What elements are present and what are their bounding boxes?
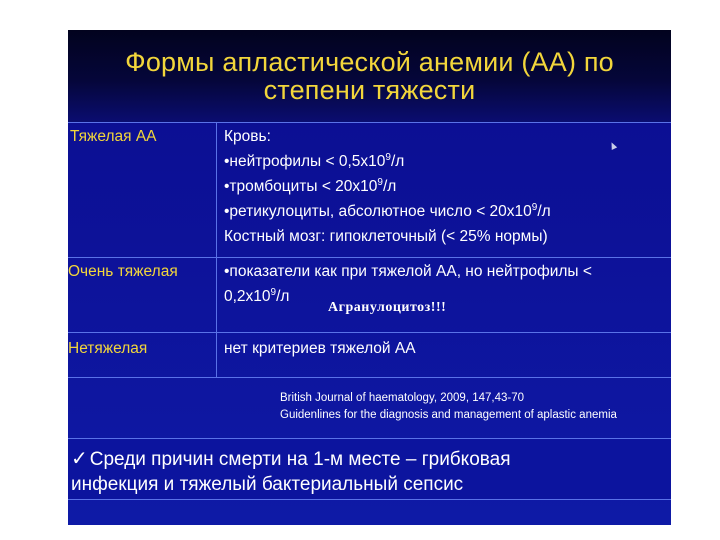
- table-row-divider: [68, 332, 671, 333]
- reference-line-1: British Journal of haematology, 2009, 147,43-70: [280, 392, 524, 404]
- conclusion-line-1: ✓ Среди причин смерти на 1-м месте – грибковая: [71, 448, 511, 470]
- reticulocytes-criterion: •ретикулоциты, абсолютное число < $20х10^9/л$: [224, 201, 551, 220]
- slide-title: [68, 48, 671, 104]
- row-content-non-severe: [224, 336, 416, 361]
- blood-heading: Кровь:: [224, 128, 271, 145]
- slide-title-line-1: Формы апластической анемии (АА) по: [125, 47, 614, 77]
- mouse-pointer-icon: [609, 141, 617, 150]
- row-label-non-severe: Нетяжелая: [68, 340, 148, 357]
- title-band: [68, 30, 671, 122]
- conclusion-text: [71, 447, 511, 497]
- conclusion-line-2: инфекция и тяжелый бактериальный сепсис: [71, 474, 464, 495]
- row-content-severe: [224, 124, 551, 249]
- bone-marrow-criterion: Костный мозг: гипоклеточный (< 25% нормы): [224, 228, 548, 245]
- row-label-very-severe: Очень тяжелая: [68, 263, 178, 280]
- neutrophils-criterion: •нейтрофилы < $0,5х10^9/л$: [224, 151, 405, 170]
- slide-title-line-2: степени тяжести: [263, 75, 476, 105]
- reference-line-2: Guidenlines for the diagnosis and management of aplastic anemia: [280, 409, 617, 421]
- slide: [68, 30, 671, 525]
- very-severe-criterion-line-1: •показатели как при тяжелой АА, но нейтрофилы <: [224, 263, 592, 280]
- agranulocytosis-note: Агранулоцитоз!!!: [328, 300, 447, 315]
- table-top-border: [68, 122, 671, 123]
- conclusion-box: [68, 438, 671, 500]
- table-bottom-border: [68, 377, 671, 378]
- platelets-criterion: •тромбоциты < $20х10^9/л$: [224, 176, 397, 195]
- very-severe-criterion-line-2: $0,2х10^9/л$: [224, 286, 290, 305]
- table-column-divider: [216, 122, 217, 378]
- non-severe-criterion: нет критериев тяжелой АА: [224, 340, 416, 357]
- row-label-severe: Тяжелая АА: [70, 128, 157, 145]
- reference-citation: [280, 390, 617, 424]
- checkmark-icon: ✓: [71, 448, 88, 470]
- table-row-divider: [68, 257, 671, 258]
